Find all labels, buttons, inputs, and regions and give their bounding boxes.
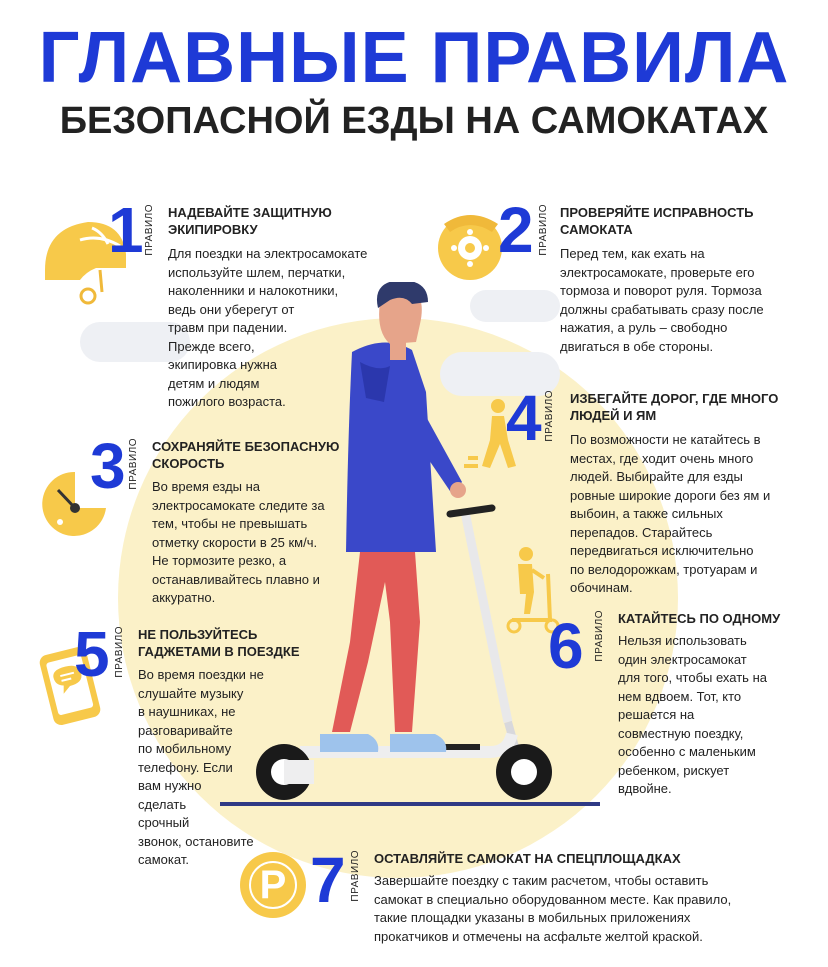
rule-title: ПРОВЕРЯЙТЕ ИСПРАВНОСТЬ САМОКАТА bbox=[560, 205, 754, 237]
parking-letter: P bbox=[259, 863, 287, 907]
rule-text: Перед тем, как ехать на электросамокате, проверьте его тормоза и поворот руля. Тормоза должны срабатывать сразу после нажатия, а руль – свободно двигаться в обе стороны. bbox=[560, 246, 764, 354]
rule-text: Завершайте поездку с таким расчетом, чтобы оставить самокат в специально оборудованном месте. Как правило, такие площадки указаны в мобильных приложениях прокатчиков и отмечены на асфальте желтой краской. bbox=[374, 873, 732, 944]
rule-text: Во время езды на электросамокате следите за тем, чтобы не превышать отметку скорости в 25 км/ч. Не тормозите резко, а останавливайтесь плавно и аккуратно. bbox=[152, 479, 325, 605]
rule-text: Нельзя использовать один электросамокат для того, чтобы ехать на нем вдвоем. Тот, кто решается на совместную поездку, особенно с маленьким ребенком, рискует вдвойне. bbox=[618, 633, 767, 796]
rule-number: 5 bbox=[74, 618, 110, 690]
rule-label: ПРАВИЛО bbox=[114, 626, 125, 678]
rule-number: 1 bbox=[108, 194, 144, 266]
rule-text: По возможности не катайтесь в местах, где ходит очень много людей. Выбирайте для езды ровные широкие дороги без ям и выбоин, а также сильных перепадов. Старайтесь передвигаться исключительно по велодорожкам, тротуарам и обочинам. bbox=[570, 432, 771, 595]
rule-7 bbox=[236, 844, 816, 954]
rule-number: 2 bbox=[498, 194, 534, 266]
rule-number: 6 bbox=[548, 610, 584, 682]
page-subtitle: БЕЗОПАСНОЙ ЕЗДЫ НА САМОКАТАХ bbox=[59, 100, 769, 142]
rule-label: ПРАВИЛО bbox=[350, 850, 361, 902]
parking-icon bbox=[240, 852, 306, 918]
man-riding-scooter-illustration bbox=[240, 282, 580, 812]
page-title: ГЛАВНЫЕ ПРАВИЛА bbox=[38, 18, 790, 98]
rule-title: НАДЕВАЙТЕ ЗАЩИТНУЮ ЭКИПИРОВКУ bbox=[168, 205, 332, 237]
rule-label: ПРАВИЛО bbox=[128, 438, 139, 490]
rule-text: Для поездки на электросамокате используйте шлем, перчатки, наколенники и налокотники, ведь они уберегут от травм при падении. Прежде всего, экипировка нужна детям и людям пожилого возраста. bbox=[168, 246, 368, 409]
rule-number: 3 bbox=[90, 430, 126, 502]
rule-text: Во время поездки не слушайте музыку в наушниках, не разговаривайте по мобильному телефону. Если вам нужно сделать срочный звонок, остановите самокат. bbox=[138, 667, 264, 867]
rule-label: ПРАВИЛО bbox=[594, 610, 605, 662]
rule-label: ПРАВИЛО bbox=[144, 204, 155, 256]
rule-title: ОСТАВЛЯЙТЕ САМОКАТ НА СПЕЦПЛОЩАДКАХ bbox=[374, 851, 681, 866]
rule-title: НЕ ПОЛЬЗУЙТЕСЬ ГАДЖЕТАМИ В ПОЕЗДКЕ bbox=[138, 627, 300, 659]
rule-number: 7 bbox=[310, 844, 346, 916]
rule-title: ИЗБЕГАЙТЕ ДОРОГ, ГДЕ МНОГО ЛЮДЕЙ И ЯМ bbox=[570, 391, 779, 423]
rule-number: 4 bbox=[506, 382, 542, 454]
rule-title: КАТАЙТЕСЬ ПО ОДНОМУ bbox=[618, 611, 781, 626]
rule-label: ПРАВИЛО bbox=[544, 390, 555, 442]
rule-title: СОХРАНЯЙТЕ БЕЗОПАСНУЮ СКОРОСТЬ bbox=[152, 439, 340, 471]
brake-disc-icon bbox=[434, 206, 506, 286]
rule-label: ПРАВИЛО bbox=[538, 204, 549, 256]
ground-line bbox=[220, 802, 600, 806]
